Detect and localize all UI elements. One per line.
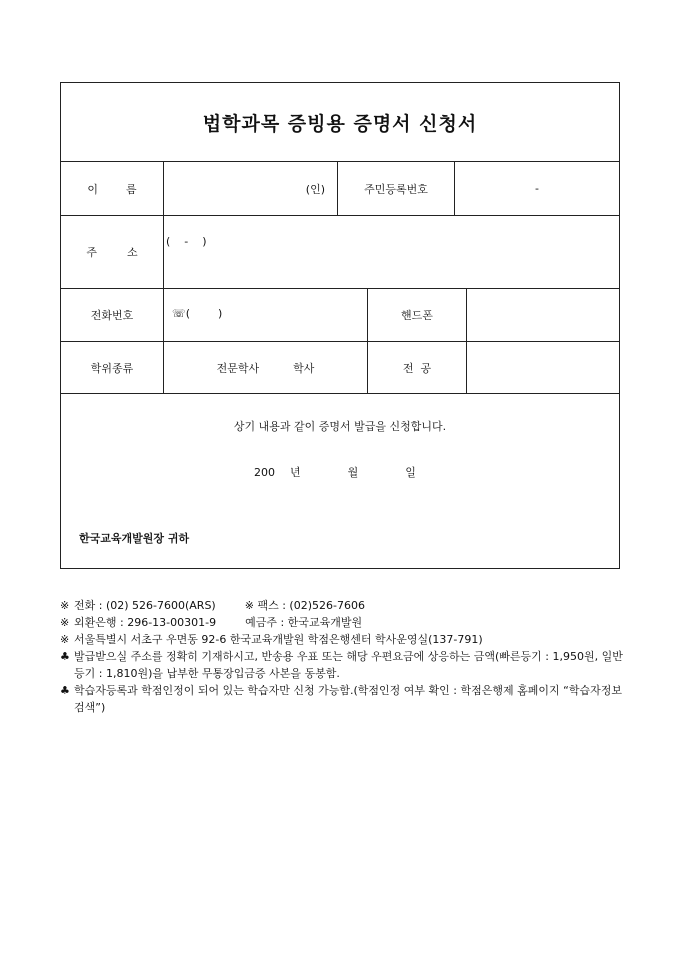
name-label	[61, 162, 163, 215]
resident-number-dash: -	[535, 182, 539, 195]
contact-phone: 전화 : (02) 526-7600(ARS)	[74, 599, 216, 612]
contact-fax: 팩스 : (02)526-7606	[257, 599, 365, 612]
telephone-icon: ☏	[172, 307, 186, 320]
reference-mark-icon: ※	[60, 633, 70, 646]
addressee: 한국교육개발원장 귀하	[79, 532, 190, 545]
degree-field[interactable]	[163, 342, 367, 393]
club-icon: ♣	[60, 650, 70, 663]
phone-label: 전화번호	[90, 309, 134, 322]
note-postage	[60, 648, 625, 682]
name-field[interactable]	[163, 162, 337, 215]
form-title: 법학과목 증빙용 증명서 신청서	[202, 112, 478, 135]
major-label: 전 공	[367, 342, 466, 393]
mobile-field[interactable]	[466, 289, 619, 341]
notes-section	[60, 597, 625, 716]
name-label-part-2: 름	[126, 182, 137, 196]
resident-number-field[interactable]	[454, 162, 619, 215]
request-section	[61, 394, 619, 568]
degree-label: 학위종류	[90, 361, 134, 375]
phone-field[interactable]	[163, 289, 367, 341]
eligibility-instructions: 학습자등록과 학점인정이 되어 있는 학습자만 신청 가능함.(학점인정 여부 확인 : 학점은행제 홈페이지 “학습자정보검색”)	[74, 684, 622, 714]
mailing-address: 서울특별시 서초구 우면동 92-6 한국교육개발원 학점은행센터 학사운영실(137-791)	[74, 633, 483, 646]
mobile-label: 핸드폰	[367, 289, 466, 341]
request-sentence: 상기 내용과 같이 증명서 발급을 신청합니다.	[233, 420, 447, 433]
reference-mark-icon: ※	[60, 616, 70, 629]
phone-parentheses: ( )	[185, 307, 223, 320]
postage-instructions: 발급받으실 주소를 정확히 기재하시고, 반송용 우표 또는 해당 우편요금에 상응하는 금액(빠른등기 : 1,950원, 일반등기 : 1,810원)을 납부한 무통장입금증 사본을 동봉함.	[74, 650, 623, 680]
resident-number-label: 주민등록번호	[337, 162, 454, 215]
zip-code-placeholder: ( - )	[166, 235, 207, 248]
date-day-unit: 일	[405, 466, 416, 479]
note-contact	[60, 597, 625, 614]
degree-row	[61, 342, 619, 394]
degree-option-associate[interactable]: 전문학사	[216, 361, 260, 375]
degree-option-bachelor[interactable]: 학사	[293, 361, 315, 375]
address-label	[61, 216, 163, 288]
date-month-unit: 월	[347, 466, 359, 479]
date-year: 200	[254, 466, 275, 479]
request-date	[254, 464, 416, 480]
date-year-unit: 년	[290, 466, 301, 479]
note-address	[60, 631, 625, 648]
reference-mark-icon: ※	[244, 599, 254, 612]
name-row	[61, 162, 619, 216]
reference-mark-icon: ※	[60, 599, 70, 612]
note-eligibility	[60, 682, 625, 716]
bank-account: 외환은행 : 296-13-00301-9	[74, 616, 217, 629]
application-form	[60, 82, 620, 569]
address-field[interactable]	[163, 216, 619, 288]
note-bank	[60, 614, 625, 631]
name-label-part-1: 이	[87, 182, 98, 196]
phone-row	[61, 289, 619, 342]
address-label-part-2: 소	[127, 246, 138, 259]
account-holder: 예금주 : 한국교육개발원	[245, 616, 363, 629]
seal-mark: (인)	[305, 183, 325, 196]
address-label-part-1: 주	[86, 246, 97, 259]
club-icon: ♣	[60, 684, 70, 697]
phone-value	[172, 307, 222, 320]
address-row	[61, 216, 619, 289]
major-field[interactable]	[466, 342, 619, 393]
form-title-row	[61, 83, 619, 162]
